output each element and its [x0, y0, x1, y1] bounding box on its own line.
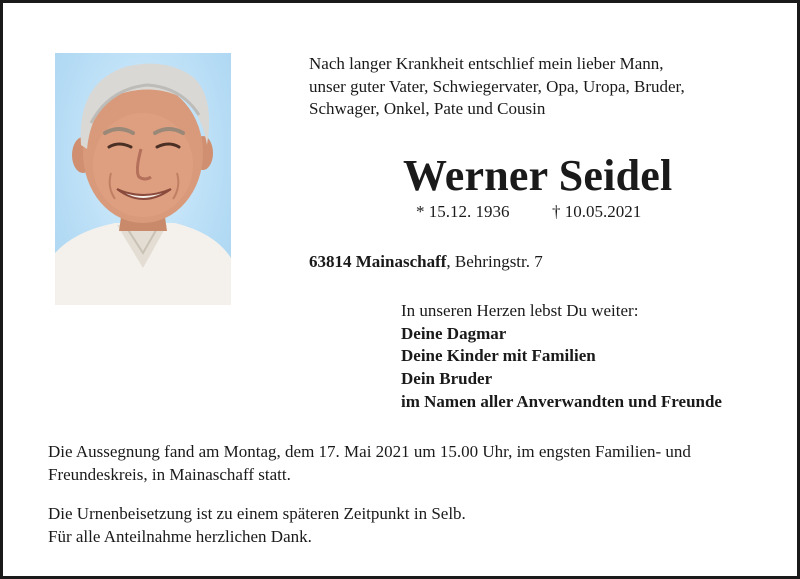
intro-line: unser guter Vater, Schwiegervater, Opa, Uropa, Bruder,: [309, 76, 685, 96]
mourner-name: Deine Dagmar: [401, 323, 507, 343]
intro-line: Schwager, Onkel, Pate und Cousin: [309, 99, 546, 118]
address-street: , Behringstr. 7: [446, 252, 543, 271]
closing-notice: [48, 503, 466, 548]
deceased-name: Werner Seidel: [403, 151, 673, 200]
closing-line: Für alle Anteilnahme herzlichen Dank.: [48, 526, 312, 546]
address: [309, 251, 543, 273]
funeral-notice-line: Die Aussegnung fand am Montag, dem 17. Mai 2021 um 15.00 Uhr, im engsten Familien- und: [48, 442, 691, 461]
address-city: 63814 Mainaschaff: [309, 252, 447, 271]
mourner-name: im Namen aller Anverwandten und Freunde: [401, 391, 722, 411]
portrait-illustration: [55, 53, 231, 305]
mourner-name: Dein Bruder: [401, 369, 493, 389]
death-date: † 10.05.2021: [552, 202, 642, 221]
mourners-block: [401, 300, 722, 414]
mourners-intro: In unseren Herzen lebst Du weiter:: [401, 301, 639, 320]
intro-text: [309, 53, 685, 121]
funeral-notice-line: Freundeskreis, in Mainaschaff statt.: [48, 464, 291, 484]
birth-date: * 15.12. 1936: [416, 202, 510, 221]
intro-line: Nach langer Krankheit entschlief mein lieber Mann,: [309, 54, 664, 73]
mourner-name: Deine Kinder mit Familien: [401, 346, 596, 366]
funeral-notice: [48, 441, 691, 486]
portrait-photo: [55, 53, 231, 305]
closing-line: Die Urnenbeisetzung ist zu einem späteren Zeitpunkt in Selb.: [48, 504, 466, 523]
